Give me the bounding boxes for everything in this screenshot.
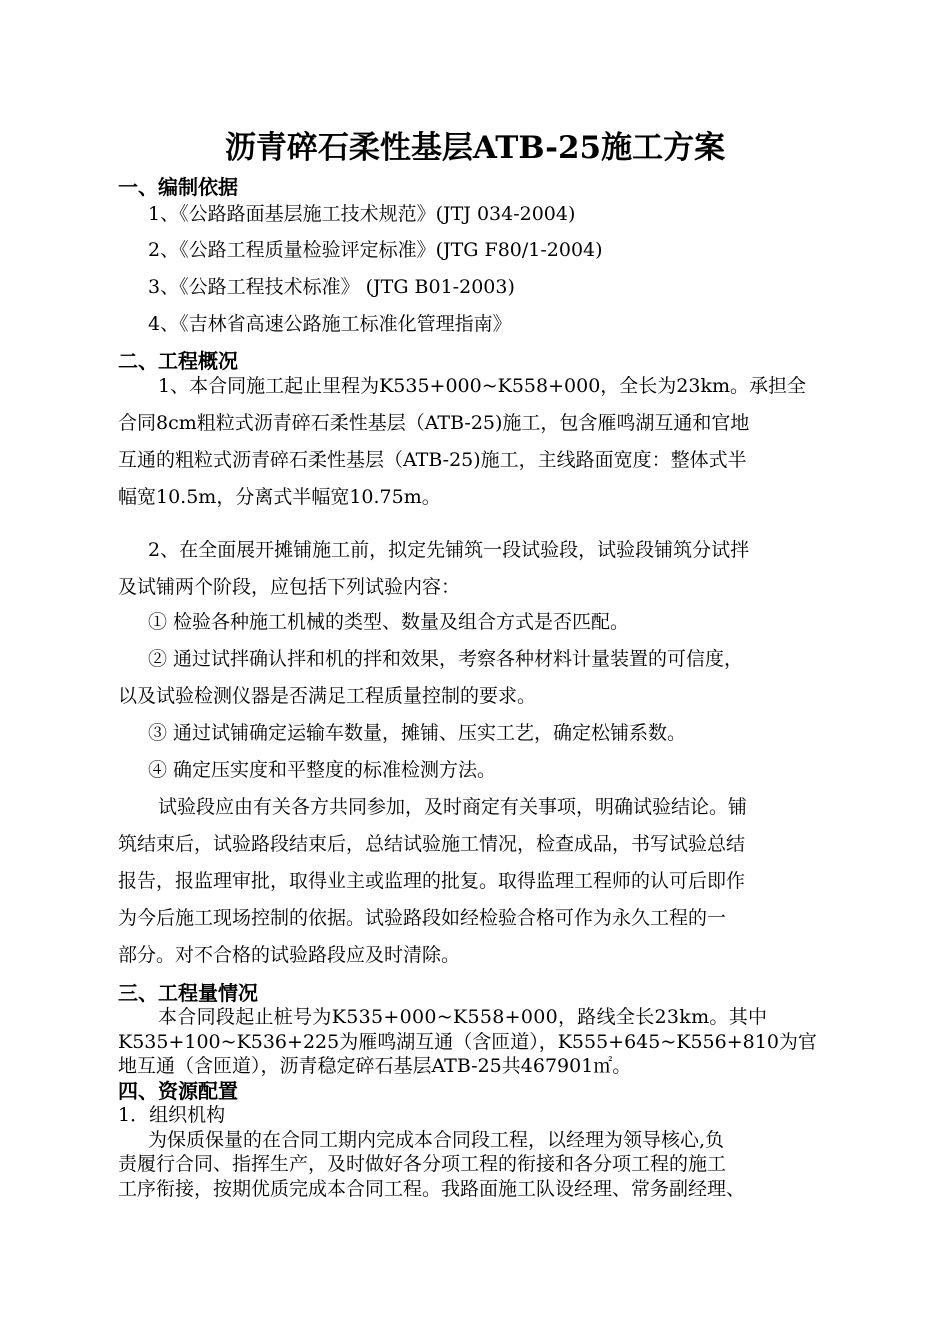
paragraph-line: 1、本合同施工起止里程为K535+000~K558+000，全长为23km。承担全 [158,375,807,397]
test-item: ③ 通过试铺确定运输车数量，摊铺、压实工艺，确定松铺系数。 [148,722,687,744]
reference-item: 1、《公路路面基层施工技术规范》(JTJ 034-2004) [148,203,576,225]
paragraph-line: 地互通（含匝道），沥青稳定碎石基层ATB-25共467901㎡。 [118,1055,632,1077]
section-heading-resources: 四、资源配置 [118,1079,238,1103]
section-heading-overview: 二、工程概况 [118,349,238,373]
test-item: ① 检验各种施工机械的类型、数量及组合方式是否匹配。 [148,611,630,633]
paragraph-line: 及试铺两个阶段，应包括下列试验内容： [118,576,461,598]
paragraph-line: 责履行合同、指挥生产，及时做好各分项工程的衔接和各分项工程的施工 [118,1153,727,1175]
paragraph-line: 筑结束后，试验路段结束后，总结试验施工情况，检查成品，书写试验总结 [118,833,746,855]
paragraph-line: 部分。对不合格的试验路段应及时清除。 [118,944,461,966]
paragraph-line: 工序衔接，按期优质完成本合同工程。我路面施工队设经理、常务副经理、 [118,1178,746,1200]
paragraph-line: 互通的粗粒式沥青碎石柔性基层（ATB-25)施工，主线路面宽度：整体式半 [118,449,747,471]
subheading-organization: 1．组织机构 [118,1104,226,1126]
paragraph-line: 2、在全面展开摊铺施工前，拟定先铺筑一段试验段，试验段铺筑分试拌 [148,539,750,561]
section-heading-basis: 一、编制依据 [118,175,238,199]
reference-item: 2、《公路工程质量检验评定标准》(JTG F80/1-2004) [148,239,603,261]
paragraph-line: 幅宽10.5m，分离式半幅宽10.75m。 [118,486,441,508]
test-item: ② 通过试拌确认拌和机的拌和效果，考察各种材料计量装置的可信度， [148,648,744,670]
paragraph-line: 为今后施工现场控制的依据。试验路段如经检验合格可作为永久工程的一 [118,907,727,929]
reference-item: 3、《公路工程技术标准》 (JTG B01-2003) [148,276,515,298]
test-item: ④ 确定压实度和平整度的标准检测方法。 [148,759,497,781]
paragraph-line: 报告，报监理审批，取得业主或监理的批复。取得监理工程师的认可后即作 [118,870,746,892]
paragraph-line: 为保质保量的在合同工期内完成本合同段工程，以经理为领导核心,负 [148,1129,725,1151]
paragraph-line: 本合同段起止桩号为K535+000~K558+000，路线全长23km。其中 [158,1006,768,1028]
test-item: 以及试验检测仪器是否满足工程质量控制的要求。 [118,685,537,707]
paragraph-line: K535+100~K536+225为雁鸣湖互通（含匝道），K555+645~K556+810为官 [118,1031,817,1053]
section-heading-quantities: 三、工程量情况 [118,981,258,1005]
paragraph-line: 合同8cm粗粒式沥青碎石柔性基层（ATB-25)施工，包含雁鸣湖互通和官地 [118,412,750,434]
reference-item: 4、《吉林省高速公路施工标准化管理指南》 [148,313,512,335]
paragraph-line: 试验段应由有关各方共同参加，及时商定有关事项，明确试验结论。铺 [158,796,748,818]
document-title: 沥青碎石柔性基层ATB-25施工方案 [224,130,726,166]
